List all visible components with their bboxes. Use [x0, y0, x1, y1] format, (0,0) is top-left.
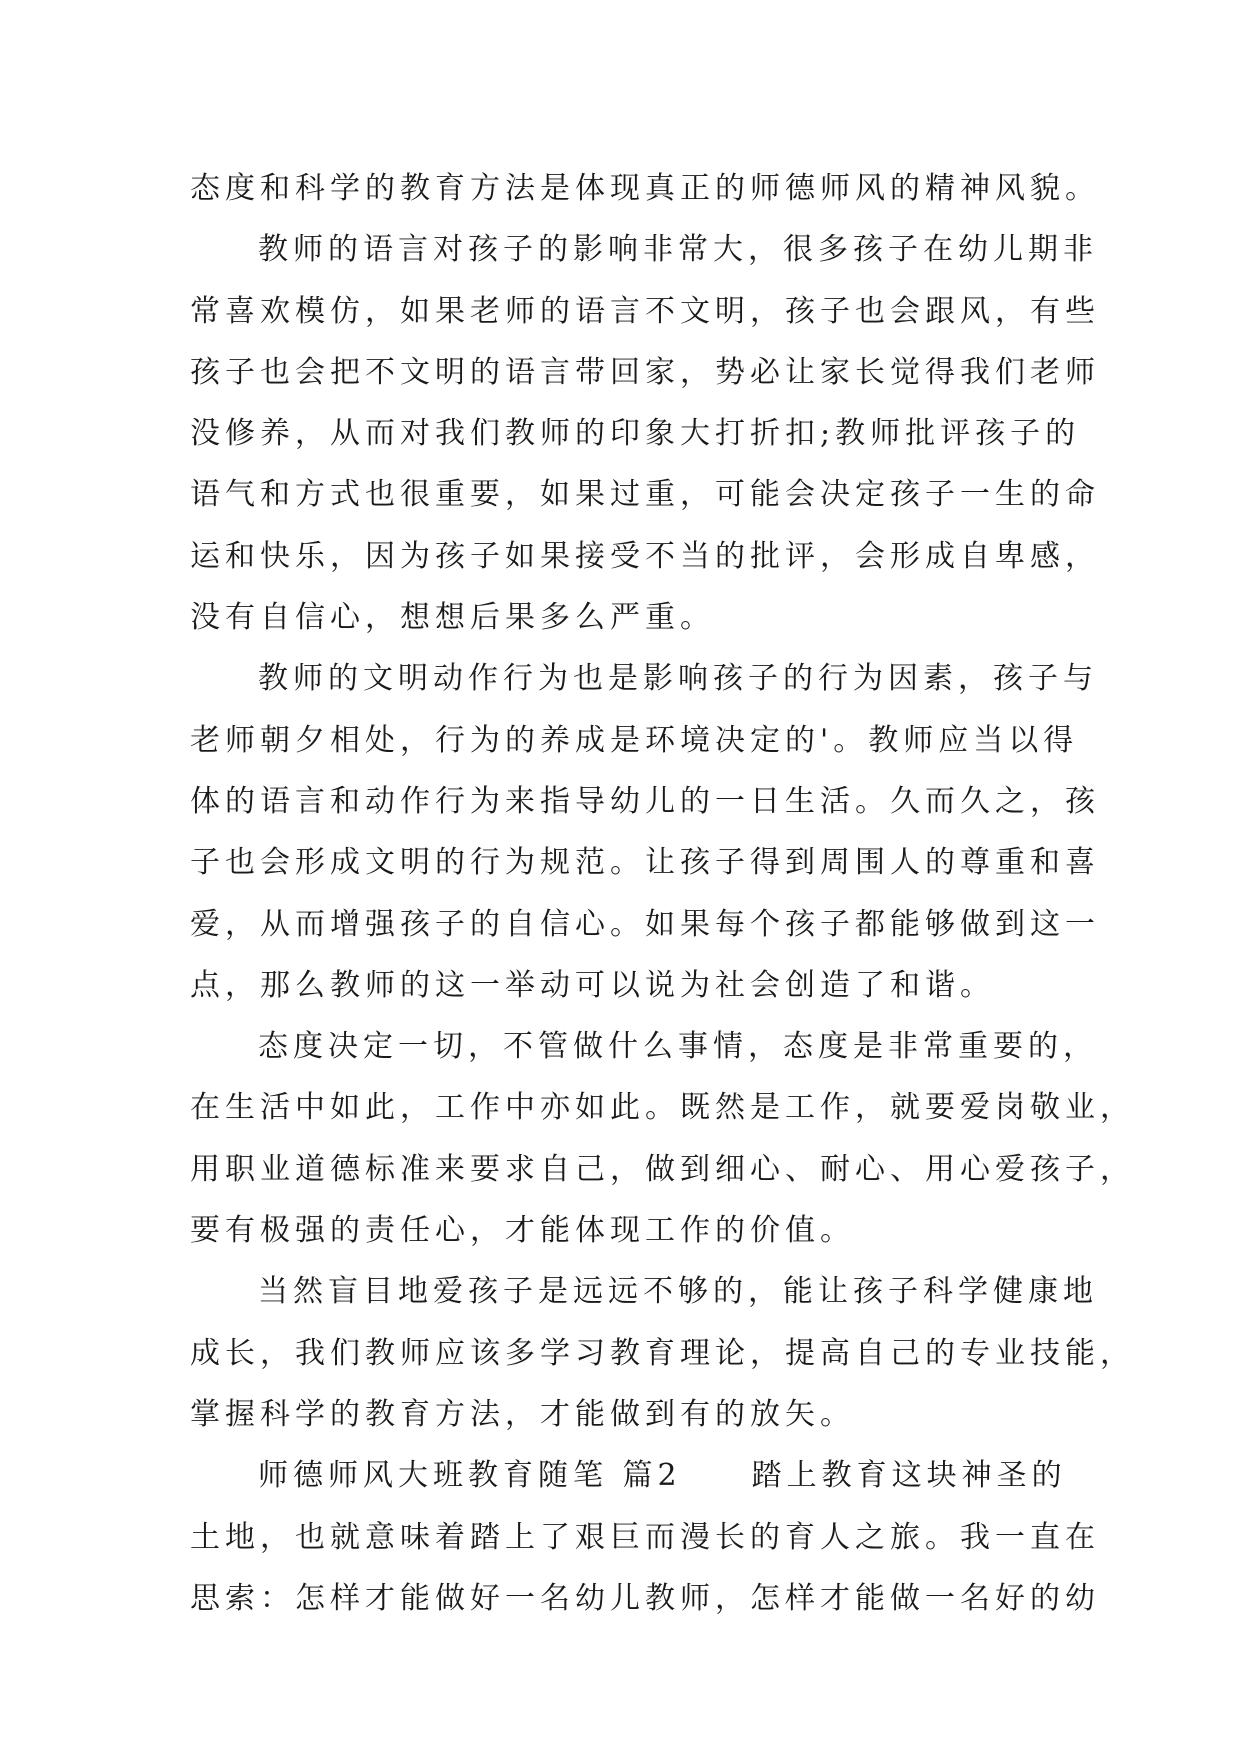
text-line: 要有极强的责任心，才能体现工作的价值。 [190, 1213, 855, 1249]
text-line: 常喜欢模仿，如果老师的语言不文明，孩子也会跟风，有些 [190, 293, 1100, 329]
text-line: 子也会形成文明的行为规范。让孩子得到周围人的尊重和喜 [190, 845, 1100, 881]
text-line: 没有自信心，想想后果多么严重。 [190, 600, 715, 636]
paragraph-start-line: 教师的文明动作行为也是影响孩子的行为因素，孩子与 [258, 661, 1098, 697]
section-heading-line: 师德师风大班教育随笔 篇2 踏上教育这块神圣的 [258, 1458, 1067, 1494]
paragraph-start-line: 当然盲目地爱孩子是远远不够的，能让孩子科学健康地 [258, 1274, 1098, 1310]
text-line: 在生活中如此，工作中亦如此。既然是工作，就要爱岗敬业， [190, 1090, 1135, 1126]
text-line: 孩子也会把不文明的语言带回家，势必让家长觉得我们老师 [190, 354, 1100, 390]
text-line: 掌握科学的教育方法，才能做到有的放矢。 [190, 1396, 855, 1432]
text-line: 体的语言和动作行为来指导幼儿的一日生活。久而久之，孩 [190, 783, 1100, 819]
text-line: 态度和科学的教育方法是体现真正的师德师风的精神风貌。 [190, 171, 1100, 206]
text-line: 思索：怎样才能做好一名幼儿教师，怎样才能做一名好的幼 [190, 1580, 1100, 1616]
text-line: 成长，我们教师应该多学习教育理论，提高自己的专业技能， [190, 1335, 1135, 1371]
paragraph-start-line: 态度决定一切，不管做什么事情，态度是非常重要的， [258, 1029, 1098, 1065]
text-line: 老师朝夕相处，行为的养成是环境决定的'。教师应当以得 [190, 722, 1079, 758]
text-line: 土地，也就意味着踏上了艰巨而漫长的育人之旅。我一直在 [190, 1519, 1100, 1555]
paragraph-start-line: 教师的语言对孩子的影响非常大，很多孩子在幼儿期非 [258, 232, 1098, 268]
text-line: 爱，从而增强孩子的自信心。如果每个孩子都能够做到这一 [190, 906, 1100, 942]
text-line: 用职业道德标准来要求自己，做到细心、耐心、用心爱孩子， [190, 1151, 1135, 1187]
text-line: 点，那么教师的这一举动可以说为社会创造了和谐。 [190, 967, 995, 1003]
text-line: 运和快乐，因为孩子如果接受不当的批评，会形成自卑感， [190, 538, 1100, 574]
text-line: 没修养，从而对我们教师的印象大打折扣;教师批评孩子的 [190, 416, 1081, 452]
body-text [190, 158, 1135, 1629]
text-line: 语气和方式也很重要，如果过重，可能会决定孩子一生的命 [190, 477, 1100, 513]
